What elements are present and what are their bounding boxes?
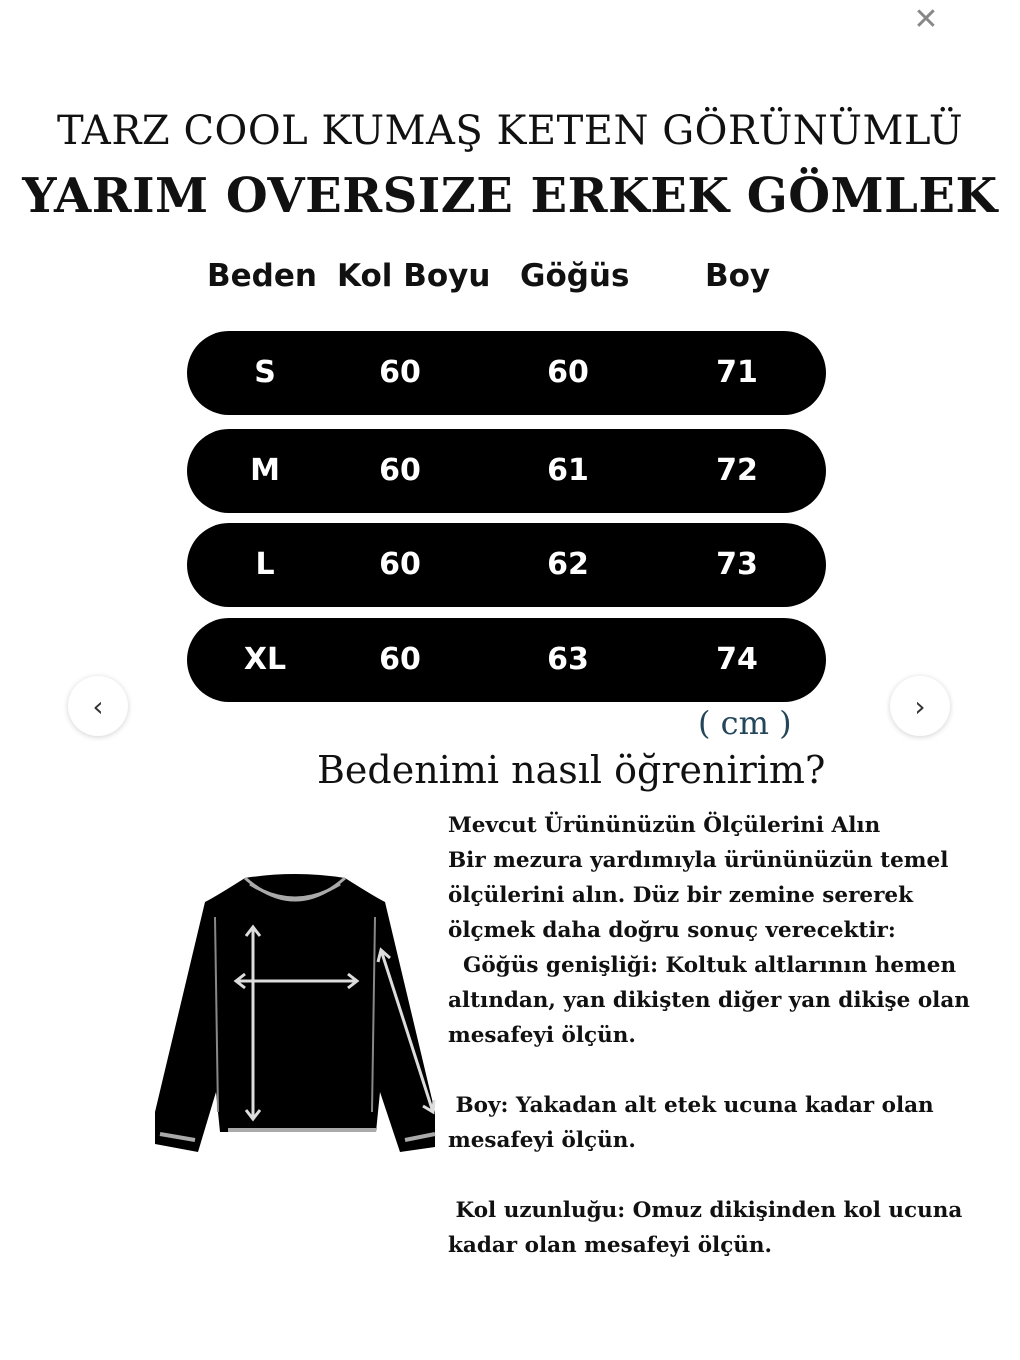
- header-beden: Beden: [207, 258, 317, 294]
- guide-line: ölçmek daha doğru sonuç verecektir:: [448, 918, 896, 943]
- guide-heading: Bedenimi nasıl öğrenirim?: [317, 748, 826, 792]
- unit-label: ( cm ): [698, 704, 792, 742]
- guide-line: kadar olan mesafeyi ölçün.: [448, 1233, 773, 1258]
- guide-line: Bir mezura yardımıyla ürününüzün temel: [448, 848, 949, 873]
- cell-gogus: 60: [547, 355, 589, 390]
- header-kol-boyu: Kol Boyu: [337, 258, 491, 294]
- header-boy: Boy: [705, 258, 771, 294]
- product-title-line2: YARIM OVERSIZE ERKEK GÖMLEK: [22, 168, 998, 224]
- size-row: [187, 331, 826, 415]
- cell-boy: 73: [716, 547, 758, 582]
- cell-size: XL: [243, 642, 287, 677]
- header-gogus: Göğüs: [520, 258, 630, 294]
- guide-line: mesafeyi ölçün.: [448, 1023, 636, 1048]
- size-row: [187, 523, 826, 607]
- cell-kol-boyu: 60: [379, 547, 421, 582]
- cell-size: L: [255, 547, 275, 582]
- cell-gogus: 63: [547, 642, 589, 677]
- guide-line: mesafeyi ölçün.: [448, 1128, 636, 1153]
- cell-kol-boyu: 60: [379, 355, 421, 390]
- cell-gogus: 62: [547, 547, 589, 582]
- guide-line: [448, 1053, 970, 1088]
- prev-image-button[interactable]: [68, 676, 128, 736]
- cell-kol-boyu: 60: [379, 642, 421, 677]
- guide-line: ölçülerini alın. Düz bir zemine sererek: [448, 883, 914, 908]
- chevron-right-icon: ›: [914, 689, 926, 723]
- product-title-line1: TARZ COOL KUMAŞ KETEN GÖRÜNÜMLÜ: [56, 108, 964, 154]
- guide-line: Kol uzunluğu: Omuz dikişinden kol ucuna: [448, 1198, 963, 1223]
- guide-line: altından, yan dikişten diğer yan dikişe olan: [448, 988, 970, 1013]
- close-icon: ✕: [913, 2, 939, 37]
- next-image-button[interactable]: [890, 676, 950, 736]
- guide-text: [448, 808, 970, 1263]
- cell-kol-boyu: 60: [379, 453, 421, 488]
- chevron-left-icon: ‹: [92, 689, 104, 723]
- cell-size: S: [254, 355, 276, 390]
- size-row: [187, 618, 826, 702]
- cell-size: M: [250, 453, 280, 488]
- cell-gogus: 61: [547, 453, 589, 488]
- close-button[interactable]: [910, 4, 942, 36]
- guide-line: Boy: Yakadan alt etek ucuna kadar olan: [448, 1093, 934, 1118]
- guide-line: Göğüs genişliği: Koltuk altlarının hemen: [448, 953, 957, 978]
- cell-boy: 71: [716, 355, 758, 390]
- guide-line: [448, 1158, 970, 1193]
- guide-line: Mevcut Ürününüzün Ölçülerini Alın: [448, 813, 881, 838]
- size-row: [187, 429, 826, 513]
- cell-boy: 72: [716, 453, 758, 488]
- cell-boy: 74: [716, 642, 758, 677]
- sweater-illustration: [150, 872, 445, 1157]
